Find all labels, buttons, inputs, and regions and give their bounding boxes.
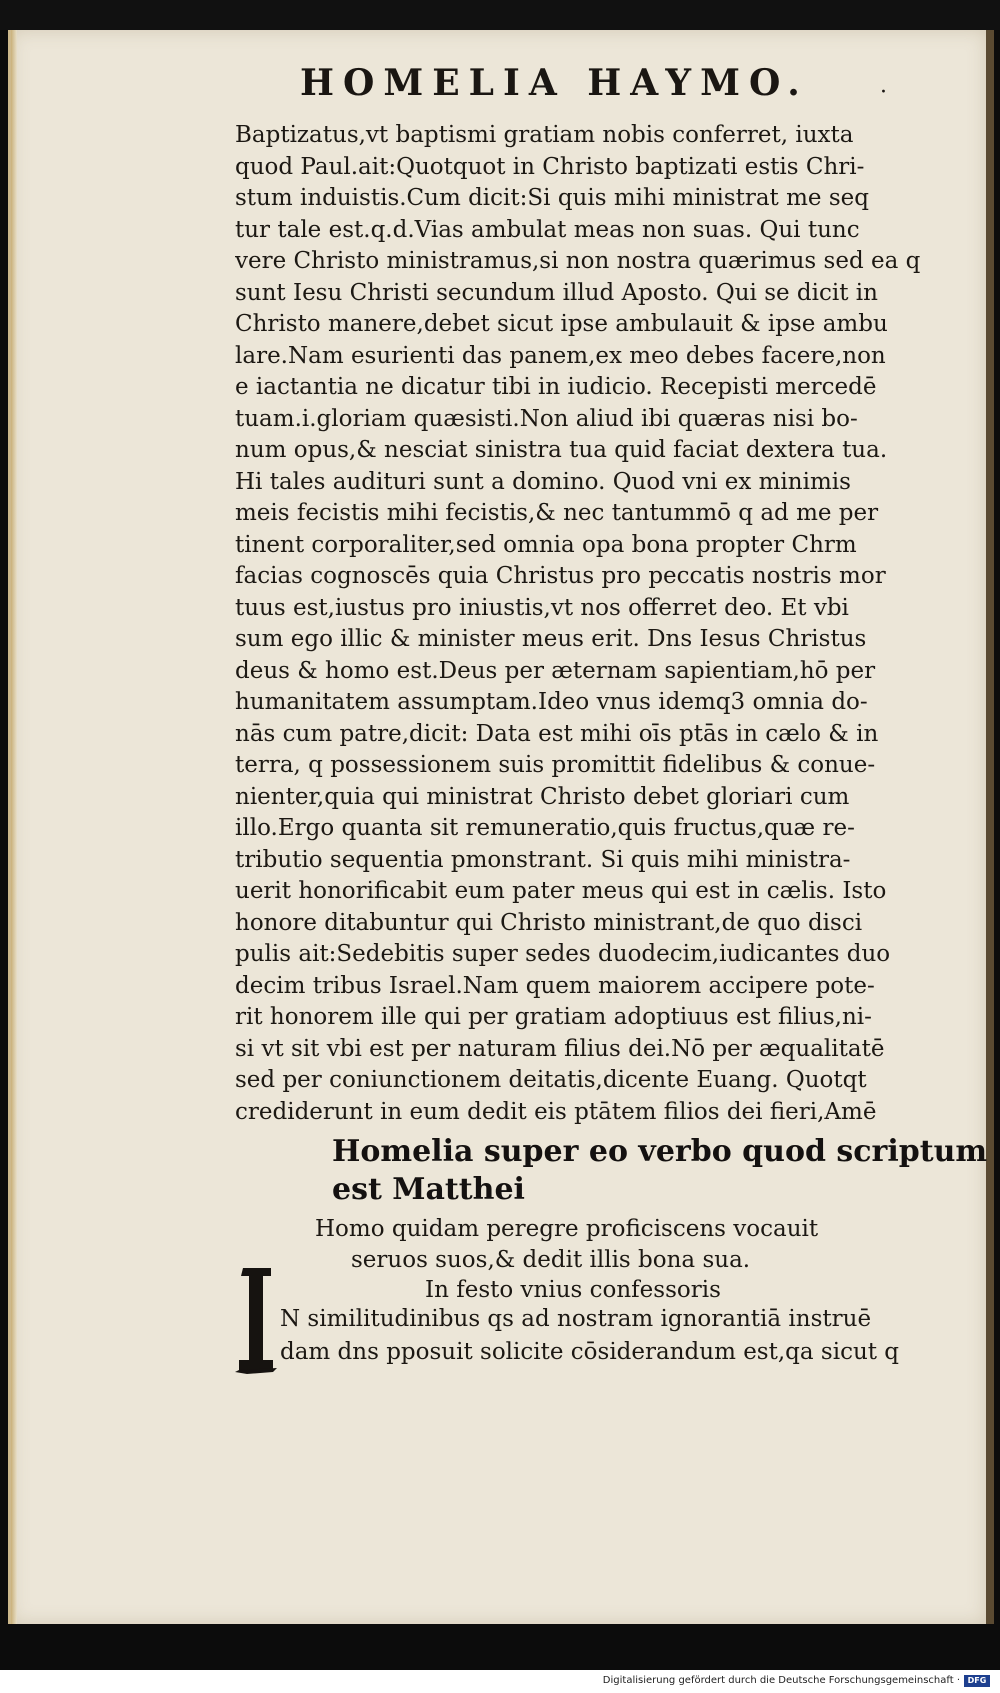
text-line: tributio sequentia pmonstrant. Si quis mihi ministra- (235, 846, 851, 873)
drop-cap-initial (233, 1264, 279, 1374)
body-text (235, 120, 925, 1128)
text-line: crediderunt in eum dedit eis ptātem filios dei fieri,Amē (235, 1098, 877, 1125)
text-line: Baptizatus,vt baptismi gratiam nobis conferret, iuxta (235, 122, 854, 148)
text-line: meis fecistis mihi fecistis,& nec tantummō q ad me per (235, 500, 879, 526)
opening-line-1: N similitudinibus qs ad nostram ignorantiā instruē (280, 1306, 872, 1332)
text-line: Christo manere,debet sicut ipse ambulauit & ipse ambu (235, 311, 888, 337)
text-line: illo.Ergo quanta sit remuneratio,quis fructus,quæ re- (235, 815, 855, 841)
text-line: stum induistis.Cum dicit:Si quis mihi ministrat me seq (235, 185, 869, 211)
text-line: uerit honorificabit eum pater meus qui est in cælis. Isto (235, 878, 887, 904)
running-head-mark: · (880, 80, 887, 105)
text-line: e iactantia ne dicatur tibi in iudicio. Recepisti mercedē (235, 374, 877, 400)
text-line: si vt sit vbi est per naturam filius dei.Nō per æqualitatē (235, 1035, 885, 1062)
digitization-credit: Digitalisierung gefördert durch die Deutsche Forschungsgemeinschaft · (602, 1675, 960, 1686)
lemma-line-2: seruos suos,& dedit illis bona sua. (351, 1247, 751, 1273)
text-line: tuam.i.gloriam quæsisti.Non aliud ibi quæras nisi bo- (235, 405, 858, 432)
text-line: sum ego illic & minister meus erit. Dns Iesus Christus (235, 626, 867, 652)
heading-line-2: est Matthei (332, 1172, 525, 1207)
text-line: Hi tales audituri sunt a domino. Quod vni ex minimis (235, 468, 851, 495)
page-gutter-edge (11, 30, 17, 1624)
running-head: HOMELIA HAYMO. (300, 62, 809, 104)
text-line: lare.Nam esurienti das panem,ex meo debes facere,non (235, 342, 886, 369)
text-line: sunt Iesu Christi secundum illud Aposto. Qui se dicit in (235, 279, 878, 306)
text-line: nās cum patre,dicit: Data est mihi oīs ptās in cælo & in (235, 720, 879, 747)
text-line: humanitatem assumptam.Ideo vnus idemq3 omnia do- (235, 689, 868, 715)
section-heading (332, 1133, 988, 1209)
text-line: facias cognoscēs quia Christus pro peccatis nostris mor (235, 563, 886, 589)
feast-rubric: In festo vnius confessoris (425, 1277, 721, 1303)
text-line: sed per coniunctionem deitatis,dicente Euang. Quotqt (235, 1067, 867, 1093)
text-line: nienter,quia qui ministrat Christo debet gloriari cum (235, 783, 850, 810)
heading-line-1: Homelia super eo verbo quod scriptum (332, 1134, 988, 1169)
lemma-line-1: Homo quidam peregre proficiscens vocauit (315, 1216, 819, 1242)
homily-opening (280, 1303, 940, 1369)
text-line: tinent corporaliter,sed omnia opa bona propter Chrm (235, 531, 857, 558)
text-line: num opus,& nesciat sinistra tua quid faciat dextera tua. (235, 437, 888, 463)
text-line: quod Paul.ait:Quotquot in Christo baptizati estis Chri- (235, 153, 865, 180)
text-line: pulis ait:Sedebitis super sedes duodecim,iudicantes duo (235, 941, 891, 967)
text-line: tur tale est.q.d.Vias ambulat meas non suas. Qui tunc (235, 216, 860, 243)
text-line: honore ditabuntur qui Christo ministrant,de quo disci (235, 909, 863, 936)
opening-line-2: dam dns pposuit solicite cōsiderandum est,qa sicut q (280, 1339, 900, 1365)
text-line: deus & homo est.Deus per æternam sapientiam,hō per (235, 657, 876, 684)
text-line: vere Christo ministramus,si non nostra quærimus sed ea q (235, 248, 921, 274)
text-line: tuus est,iustus pro iniustis,vt nos offerret deo. Et vbi (235, 594, 849, 621)
text-line: rit honorem ille qui per gratiam adoptiuus est filius,ni- (235, 1004, 872, 1030)
dfg-logo: DFG (964, 1675, 990, 1687)
gospel-lemma (315, 1214, 915, 1276)
scan-top-band (0, 0, 1000, 30)
text-line: decim tribus Israel.Nam quem maiorem accipere pote- (235, 972, 875, 999)
text-line: terra, q possessionem suis promittit fidelibus & conue- (235, 752, 876, 778)
